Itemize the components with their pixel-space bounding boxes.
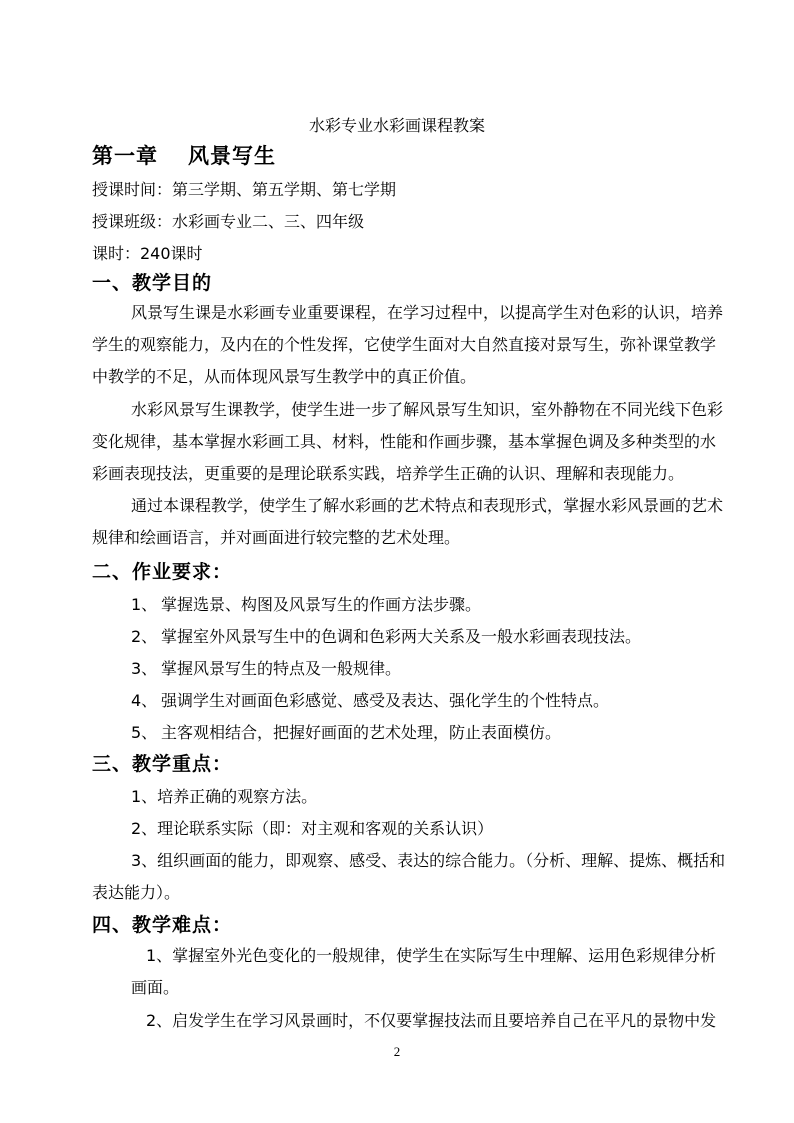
list-item: 3、组织画面的能力，即观察、感受、表达的综合能力。（分析、理解、提炼、概括和 (131, 851, 726, 870)
list-item: 1、掌握室外光色变化的一般规律，使学生在实际写生中理解、运用色彩规律分析 (146, 946, 717, 965)
section-heading-assignments: 二、作业要求： (92, 561, 233, 583)
list-item (131, 592, 481, 615)
paragraph-line: 学生的观察能力，及内在的个性发挥，它使学生面对大自然直接对景写生，弥补课堂教学 (92, 335, 717, 354)
list-item (131, 720, 561, 743)
paragraph-line: 彩画表现技法，更重要的是理论联系实践，培养学生正确的认识、理解和表现能力。 (92, 464, 685, 483)
list-item-continuation: 画面。 (131, 978, 180, 997)
list-item: 1、培养正确的观察方法。 (131, 787, 318, 806)
page-number: 2 (393, 1044, 401, 1059)
list-item: 2、启发学生在学习风景画时，不仅要掌握技法而且要培养自己在平凡的景物中发 (146, 1011, 717, 1030)
section-heading-objectives: 一、教学目的 (92, 272, 213, 294)
list-item (131, 688, 609, 711)
paragraph-line: 规律和绘画语言，并对画面进行较完整的艺术处理。 (92, 528, 461, 547)
paragraph-line: 水彩风景写生课教学，使学生进一步了解风景写生知识，室外静物在不同光线下色彩 (131, 400, 724, 419)
teaching-time: 授课时间：第三学期、第五学期、第七学期 (92, 180, 397, 199)
list-item (131, 624, 641, 647)
document-title: 水彩专业水彩画课程教案 (308, 116, 485, 135)
teaching-class: 授课班级：水彩画专业二、三、四年级 (92, 212, 365, 231)
list-number: 1、 (131, 595, 158, 614)
list-number: 2、 (131, 627, 158, 646)
list-text: 掌握室外风景写生中的色调和色彩两大关系及一般水彩画表现技法。 (161, 627, 642, 646)
chapter-number: 第一章 (92, 144, 158, 168)
list-number: 3、 (131, 659, 158, 678)
class-hours: 课时：240课时 (92, 244, 203, 263)
paragraph-line: 中教学的不足，从而体现风景写生教学中的真正价值。 (92, 367, 477, 386)
chapter-title: 风景写生 (188, 144, 276, 168)
list-item-continuation: 表达能力）。 (92, 883, 181, 902)
list-number: 5、 (131, 723, 158, 742)
list-number: 4、 (131, 691, 158, 710)
list-text: 强调学生对画面色彩感觉、感受及表达、强化学生的个性特点。 (161, 691, 610, 710)
list-text: 主客观相结合，把握好画面的艺术处理，防止表面模仿。 (161, 723, 562, 742)
section-heading-difficulties: 四、教学难点： (92, 914, 233, 936)
paragraph-line: 通过本课程教学，使学生了解水彩画的艺术特点和表现形式，掌握水彩风景画的艺术 (131, 496, 724, 515)
list-text: 掌握风景写生的特点及一般规律。 (161, 659, 402, 678)
list-text: 掌握选景、构图及风景写生的作画方法步骤。 (161, 595, 482, 614)
chapter-heading (92, 140, 276, 170)
list-item (131, 656, 401, 679)
list-item: 2、理论联系实际（即：对主观和客观的关系认识） (131, 819, 494, 838)
paragraph-line: 风景写生课是水彩画专业重要课程，在学习过程中，以提高学生对色彩的认识，培养 (131, 303, 724, 322)
section-heading-key-points: 三、教学重点： (92, 753, 233, 775)
paragraph-line: 变化规律，基本掌握水彩画工具、材料，性能和作画步骤，基本掌握色调及多种类型的水 (92, 432, 717, 451)
